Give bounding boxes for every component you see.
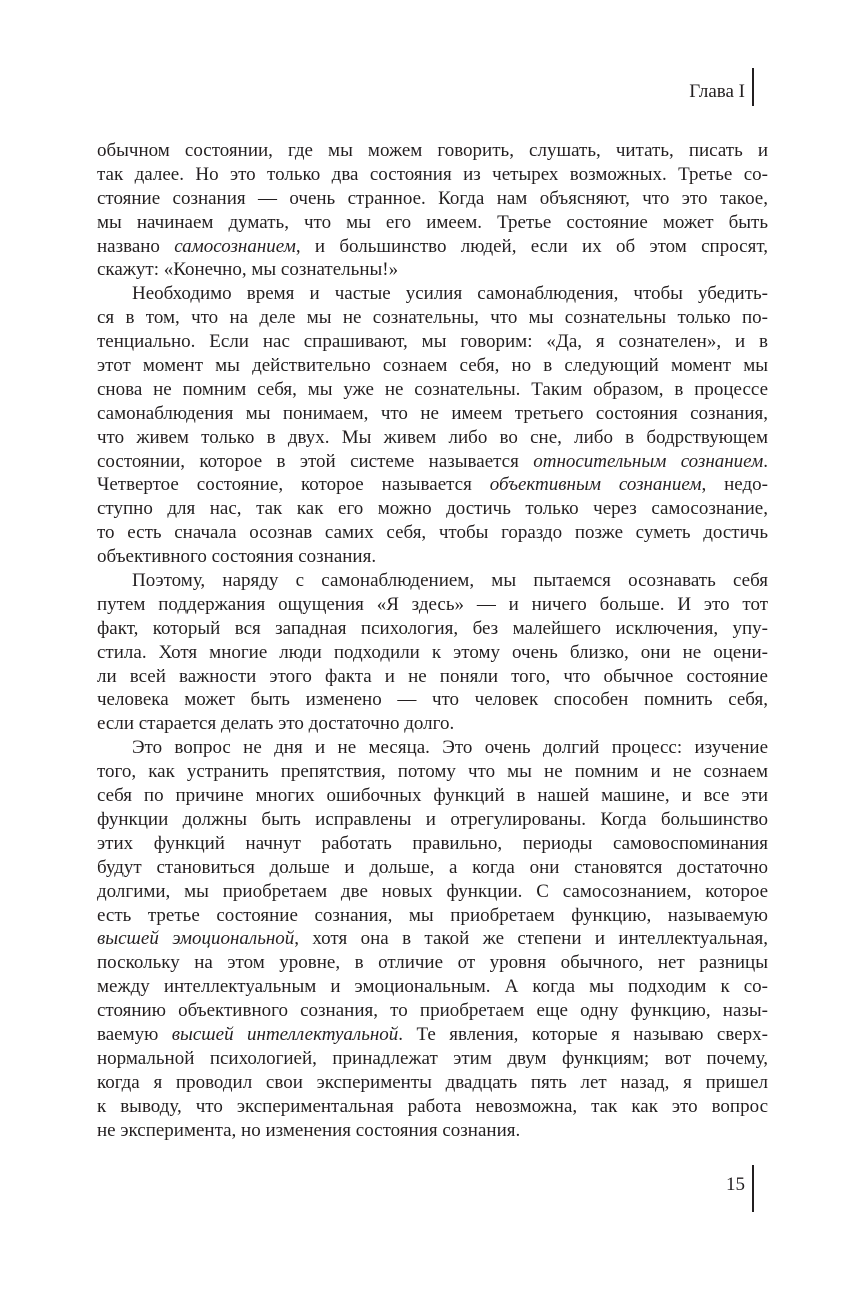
italic-term: самосознанием	[174, 235, 296, 257]
text-line: себя по причине многих ошибочных функций в нашей машине, и все эти	[97, 785, 768, 807]
text-line: Необходимо время и частые усилия самонаблюдения, чтобы убедить-	[132, 283, 768, 305]
italic-term: высшей интеллектуальной	[171, 1023, 399, 1045]
text-line: стояние сознания — очень странное. Когда нам объясняют, что это такое,	[97, 187, 768, 209]
text-segment: , и большинство людей, если их об этом спросят,	[295, 235, 768, 257]
text-line: не эксперимента, но изменения состояния сознания.	[97, 1119, 521, 1141]
text-line: к выводу, что экспериментальная работа невозможна, так как это вопрос	[97, 1095, 768, 1117]
text-line	[97, 927, 768, 951]
header-rule	[752, 68, 754, 106]
page-number: 15	[726, 1174, 745, 1195]
text-line: того, как устранить препятствия, потому что мы не помним и не сознаем	[97, 761, 768, 783]
text-line: путем поддержания ощущения «Я здесь» — и ничего больше. И это тот	[97, 593, 768, 615]
text-line: между интеллектуальным и эмоциональным. А когда мы подходим к со-	[97, 976, 768, 998]
text-segment: состоянии, которое в этой системе называется	[97, 450, 534, 472]
text-line: самонаблюдения мы понимаем, что не имеем третьего состояния сознания,	[97, 402, 768, 424]
text-segment: Четвертое состояние, которое называется	[97, 474, 490, 496]
italic-term: относительным сознанием	[533, 450, 764, 472]
text-line: скажут: «Конечно, мы сознательны!»	[97, 259, 399, 281]
text-line: нормальной психологией, принадлежат этим двум функциям; вот почему,	[97, 1047, 768, 1069]
text-line: то есть сначала осознав самих себя, чтобы гораздо позже суметь достичь	[97, 522, 768, 544]
text-line: ся в том, что на деле мы не сознательны, что мы сознательны только по-	[97, 307, 768, 329]
text-line: Поэтому, наряду с самонаблюдением, мы пытаемся осознавать себя	[132, 570, 768, 592]
text-line: стила. Хотя многие люди подходили к этому очень близко, они не оцени-	[97, 641, 768, 663]
body-text	[97, 139, 768, 1142]
text-line: поскольку на этом уровне, в отличие от уровня обычного, нет разницы	[97, 952, 768, 974]
text-line	[97, 235, 768, 259]
text-segment: названо	[97, 235, 175, 257]
text-line: человека может быть изменено — что человек способен помнить себя,	[97, 689, 768, 711]
text-line: мы начинаем думать, что мы его имеем. Третье состояние может быть	[97, 211, 768, 233]
text-line: обычном состоянии, где мы можем говорить, слушать, читать, писать и	[97, 140, 768, 161]
text-segment: ваемую	[97, 1023, 172, 1045]
text-line: так далее. Но это только два состояния из четырех возможных. Третье со-	[97, 163, 768, 185]
text-line	[97, 450, 768, 474]
text-line	[97, 1023, 768, 1047]
text-line: когда я проводил свои эксперименты двадцать пять лет назад, я пришел	[97, 1071, 768, 1093]
text-line: долгими, мы приобретаем две новых функции. С самосознанием, которое	[97, 880, 768, 902]
italic-term: высшей эмоциональной	[97, 928, 295, 950]
text-line: Это вопрос не дня и не месяца. Это очень долгий процесс: изучение	[132, 737, 768, 759]
footer-rule	[752, 1165, 754, 1212]
text-line: снова не помним себя, мы уже не сознательны. Таким образом, в процессе	[97, 378, 768, 400]
text-line: объективного состояния сознания.	[97, 546, 377, 568]
text-segment: , хотя она в такой же степени и интеллектуальная,	[294, 928, 768, 950]
text-line: стоянию объективного сознания, то приобретаем еще одну функцию, назы-	[97, 1000, 768, 1022]
text-line: ступно для нас, так как его можно достичь только через самосознание,	[97, 498, 768, 520]
text-segment: .	[763, 450, 769, 472]
text-line: этот момент мы действительно сознаем себя, но в следующий момент мы	[97, 355, 768, 377]
text-line: есть третье состояние сознания, мы приобретаем функцию, называемую	[97, 904, 768, 926]
text-line: будут становиться дольше и дольше, а когда они становятся достаточно	[97, 856, 768, 878]
text-line: ли всей важности этого факта и не поняли того, что обычное состояние	[97, 665, 768, 687]
italic-term: объективным сознанием	[489, 474, 702, 496]
text-line: если старается делать это достаточно долго.	[97, 713, 455, 735]
text-segment: , недо-	[701, 474, 768, 496]
text-line: что живем только в двух. Мы живем либо во сне, либо в бодрствующем	[97, 426, 768, 448]
text-line: этих функций начнут работать правильно, периоды самовоспоминания	[97, 832, 768, 854]
running-header: Глава I	[689, 81, 745, 102]
text-segment: . Те явления, которые я называю сверх-	[398, 1023, 768, 1045]
text-line: факт, который вся западная психология, без малейшего исключения, упу-	[97, 617, 768, 639]
text-line: функции должны быть исправлены и отрегулированы. Когда большинство	[97, 808, 768, 830]
text-line: тенциально. Если нас спрашивают, мы говорим: «Да, я сознателен», и в	[97, 331, 768, 353]
text-line	[97, 473, 768, 497]
